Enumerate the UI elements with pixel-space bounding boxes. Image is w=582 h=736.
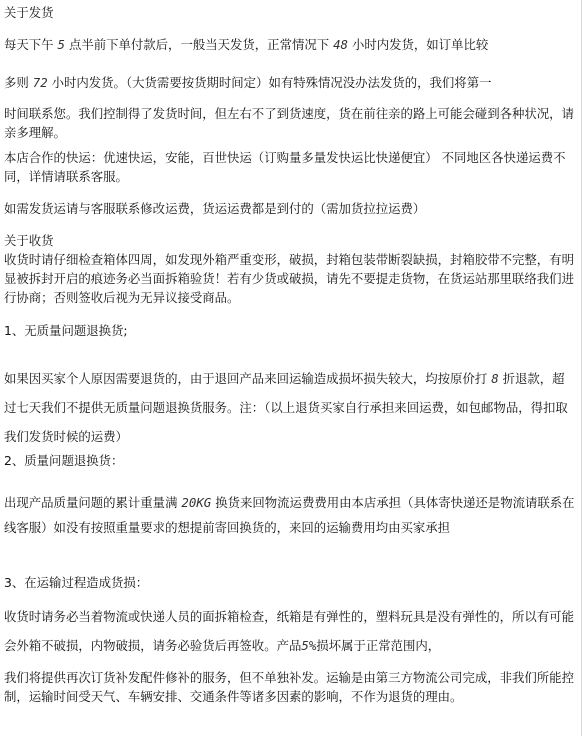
section-3-para-1 [4,602,576,660]
receiving-title: 关于收货 [4,233,54,248]
shipping-title: 关于发货 [4,5,54,20]
damage-percent: 5% [301,638,317,653]
shipping-para-2: 本店合作的快运：优速快运，安能，百世快运（订购量多量发快运比快递便宜） 不同地区各快递运费不同，详情请联系客服。 [4,150,566,184]
text-span: 小时内发货。（大货需要按货期时间定）如有特殊情况没办法发货的，我们将第一 [51,75,492,90]
shipping-para-1-line-2 [4,72,576,93]
section-3-para-2: 我们将提供再次订货补发配件修补的服务，但不单独补发。运输是由第三方物流公司完成，非我们所能控制，运输时间受天气、车辆安排、交通条件等诸多因素的影响，不作为退货的理由。 [4,670,574,704]
section-2-title: 2、质量问题退换货： [4,453,124,468]
order-cutoff-hour: 5 [57,37,65,52]
section-1-para [4,364,576,451]
discount-number: 8 [491,371,499,386]
text-span: 点半前下单付款后，一般当天发货，正常情况下 [68,37,330,52]
shipping-para-3: 如需发货运请与客服联系修改运费，货运运费都是到付的（需加货拉拉运费） [4,201,426,216]
text-span: 换货来回物流运费费用由本店承担（具体寄快递还是物流请联系在线客服）如没有按照重量要求的想提前寄回换货的，来回的运输费用均由买家承担 [4,495,575,535]
text-span: 如果因买家个人原因需要退货的，由于退回产品来回运输造成损坏损失较大，均按原价打 [4,371,488,386]
section-2-para [4,490,576,540]
receiving-para-1: 收货时请仔细检查箱体四周，如发现外箱严重变形，破损，封箱包装带断裂缺损，封箱胶带不完整，有明显被拆封开启的痕迹务必当面拆箱验货！若有少货或破损，请先不要提走货物，在货运站那里联络我们进行协商；否则签收后视为无异议接受商品。 [4,252,574,305]
text-span: 损坏属于正常范围内， [316,638,441,653]
section-3-title: 3、在运输过程造成货损： [4,575,149,590]
text-span: 出现产品质量问题的累计重量满 [4,495,178,510]
text-span: 折退款，超过七天我们不提供无质量问题退换货服务。注：（以上退货买家自行承担来回运费，如包邮物品，得扣取我们发货时候的运费） [4,371,568,444]
shipping-para-1-line-3: 时间联系您。我们控制得了发货时间，但左右不了到货速度，货在前往亲的路上可能会碰到各种状况，请亲多理解。 [4,106,574,140]
text-span: 收货时请务必当着物流或快递人员的面拆箱检查，纸箱是有弹性的，塑料玩具是没有弹性的，所以有可能会外箱不破损，内物破损，请务必验货后再签收。产品 [4,609,574,653]
shipping-para-1-line-1 [4,34,576,55]
max-ship-hours: 72 [32,75,48,90]
section-1-title: 1、无质量问题退换货; [4,323,128,338]
text-span: 每天下午 [4,37,54,52]
ship-hours: 48 [333,37,349,52]
weight-threshold: 20KG [181,495,212,510]
text-span: 多则 [4,75,29,90]
text-span: 小时内发货，如订单比较 [351,37,489,52]
